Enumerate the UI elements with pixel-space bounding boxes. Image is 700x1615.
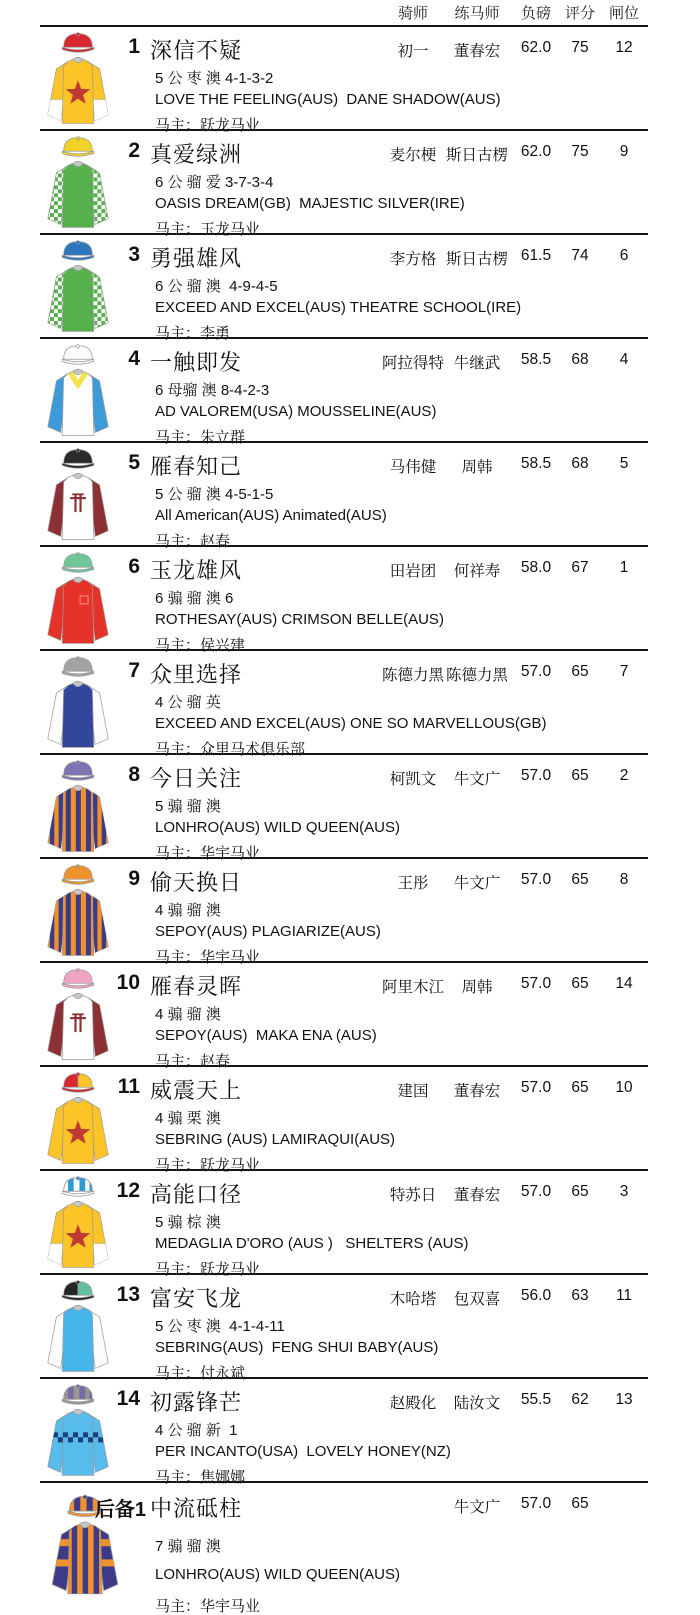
horse-number: 后备1 xyxy=(94,1499,146,1521)
horse-info: 6 母骝 澳 8-4-2-3 xyxy=(155,382,270,399)
horse-name: 初露锋芒 xyxy=(150,1390,243,1415)
horse-name: 勇强雄风 xyxy=(150,246,243,271)
horse-name: 中流砥柱 xyxy=(150,1496,243,1521)
pedigree-text: SEPOY(AUS) PLAGIARIZE(AUS) xyxy=(155,923,381,940)
weight-value: 57.0 xyxy=(520,1183,552,1200)
owner-text: 马主：众里马术俱乐部 xyxy=(155,741,306,758)
trainer-name: 牛文广 xyxy=(453,875,501,892)
horse-name: 真爱绿洲 xyxy=(150,142,243,167)
horse-info: 4 公 骝 新 1 xyxy=(155,1422,238,1439)
horse-name: 雁春灵晖 xyxy=(150,974,243,999)
jockey-name: 柯凯文 xyxy=(389,771,437,788)
gate-value: 13 xyxy=(615,1391,633,1408)
weight-value: 58.0 xyxy=(520,559,552,576)
horse-info: 5 骟 棕 澳 xyxy=(155,1214,221,1231)
horse-number: 9 xyxy=(128,867,140,890)
owner-text: 马主：华宇马业 xyxy=(155,845,261,862)
pedigree-text: LOVE THE FEELING(AUS) DANE SHADOW(AUS) xyxy=(155,91,501,108)
owner-text: 马主：赵春 xyxy=(155,533,231,550)
weight-value: 57.0 xyxy=(520,1495,552,1512)
rating-value: 65 xyxy=(571,975,589,992)
owner-text: 马主：朱立群 xyxy=(155,429,246,446)
trainer-name: 周韩 xyxy=(461,459,493,476)
horse-row xyxy=(40,753,648,862)
horse-number: 10 xyxy=(116,971,140,994)
owner-text: 马主：赵春 xyxy=(155,1053,231,1070)
horse-row xyxy=(40,1377,648,1486)
horse-name: 玉龙雄风 xyxy=(150,558,243,583)
jockey-name: 建国 xyxy=(397,1083,429,1100)
rating-value: 74 xyxy=(571,247,589,264)
horse-row xyxy=(40,1273,648,1382)
trainer-name: 陆汝文 xyxy=(453,1395,501,1412)
weight-value: 58.5 xyxy=(520,455,552,472)
weight-value: 62.0 xyxy=(520,39,552,56)
rating-value: 65 xyxy=(571,871,589,888)
pedigree-text: AD VALOREM(USA) MOUSSELINE(AUS) xyxy=(155,403,437,420)
horse-number: 3 xyxy=(128,243,140,266)
horse-info: 4 骟 骝 澳 xyxy=(155,1006,221,1023)
horse-number: 2 xyxy=(128,139,140,162)
horse-name: 威震天上 xyxy=(150,1078,243,1103)
owner-text: 马主：李勇 xyxy=(155,325,231,342)
horse-info: 5 骟 骝 澳 xyxy=(155,798,221,815)
column-header-jockey: 骑师 xyxy=(397,5,428,22)
pedigree-text: SEPOY(AUS) MAKA ENA (AUS) xyxy=(155,1027,377,1044)
gate-value: 12 xyxy=(615,39,633,56)
weight-value: 57.0 xyxy=(520,871,552,888)
owner-text: 马主：跃龙马业 xyxy=(155,1261,261,1278)
gate-value: 3 xyxy=(619,1183,629,1200)
rating-value: 63 xyxy=(571,1287,589,1304)
pedigree-text: EXCEED AND EXCEL(AUS) THEATRE SCHOOL(IRE) xyxy=(155,299,522,316)
trainer-name: 牛文广 xyxy=(453,1499,501,1516)
trainer-name: 董春宏 xyxy=(453,43,501,60)
horse-info: 4 公 骝 英 xyxy=(155,694,221,711)
pedigree-text: LONHRO(AUS) WILD QUEEN(AUS) xyxy=(155,819,401,836)
rating-value: 65 xyxy=(571,1495,589,1512)
horse-info: 6 公 骝 澳 4-9-4-5 xyxy=(155,278,278,295)
weight-value: 62.0 xyxy=(520,143,552,160)
weight-value: 57.0 xyxy=(520,767,552,784)
gate-value: 4 xyxy=(619,351,629,368)
horse-row xyxy=(40,1065,648,1174)
jockey-name: 初一 xyxy=(397,43,429,60)
pedigree-text: SEBRING(AUS) FENG SHUI BABY(AUS) xyxy=(155,1339,439,1356)
owner-text: 马主：跃龙马业 xyxy=(155,117,261,134)
horse-number: 11 xyxy=(117,1075,140,1098)
column-header-rating: 评分 xyxy=(564,5,595,22)
horse-rows xyxy=(40,25,648,1615)
rating-value: 62 xyxy=(571,1391,589,1408)
horse-row xyxy=(40,129,648,238)
jockey-name: 特苏日 xyxy=(389,1187,437,1204)
gate-value: 10 xyxy=(615,1079,633,1096)
rating-value: 65 xyxy=(571,1183,589,1200)
owner-text: 马主：华宇马业 xyxy=(155,949,261,966)
horse-name: 一触即发 xyxy=(150,350,243,375)
pedigree-text: LONHRO(AUS) WILD QUEEN(AUS) xyxy=(155,1566,401,1583)
owner-text: 马主：玉龙马业 xyxy=(155,221,261,238)
column-header-trainer: 练马师 xyxy=(454,5,500,22)
weight-value: 56.0 xyxy=(520,1287,552,1304)
horse-name: 今日关注 xyxy=(150,766,243,791)
horse-info: 4 骟 栗 澳 xyxy=(155,1110,221,1127)
jockey-name: 李方格 xyxy=(389,251,437,268)
pedigree-text: PER INCANTO(USA) LOVELY HONEY(NZ) xyxy=(155,1443,451,1460)
horse-row xyxy=(40,337,648,446)
trainer-name: 董春宏 xyxy=(453,1083,501,1100)
race-table xyxy=(40,0,648,1615)
owner-text: 马主：跃龙马业 xyxy=(155,1157,261,1174)
horse-name: 偷天换日 xyxy=(150,870,243,895)
trainer-name: 陈德力黑 xyxy=(445,667,508,684)
rating-value: 65 xyxy=(571,663,589,680)
pedigree-text: SEBRING (AUS) LAMIRAQUI(AUS) xyxy=(155,1131,396,1148)
trainer-name: 斯日古楞 xyxy=(445,147,508,164)
trainer-name: 牛文广 xyxy=(453,771,501,788)
horse-row xyxy=(40,961,648,1070)
owner-text: 马主：华宇马业 xyxy=(155,1598,261,1615)
horse-info: 5 公 枣 澳 4-1-4-11 xyxy=(155,1318,285,1335)
gate-value: 9 xyxy=(619,143,629,160)
rating-value: 75 xyxy=(571,39,589,56)
horse-number: 1 xyxy=(128,35,140,58)
horse-name: 深信不疑 xyxy=(150,38,243,63)
rating-value: 67 xyxy=(571,559,589,576)
trainer-name: 何祥寿 xyxy=(453,563,501,580)
horse-info: 6 公 骝 爱 3-7-3-4 xyxy=(155,174,274,191)
jockey-name: 阿里木江 xyxy=(381,979,444,996)
horse-name: 雁春知己 xyxy=(150,454,243,479)
weight-value: 57.0 xyxy=(520,663,552,680)
jockey-name: 赵殿化 xyxy=(389,1395,437,1412)
horse-info: 4 骟 骝 澳 xyxy=(155,902,221,919)
trainer-name: 包双喜 xyxy=(453,1291,501,1308)
rating-value: 65 xyxy=(571,1079,589,1096)
owner-text: 马主：侯兴建 xyxy=(155,637,246,654)
rating-value: 75 xyxy=(571,143,589,160)
column-header-gate: 闸位 xyxy=(608,5,639,22)
gate-value: 11 xyxy=(615,1287,633,1304)
jockey-name: 陈德力黑 xyxy=(381,667,444,684)
owner-text: 马主：焦娜娜 xyxy=(155,1469,246,1486)
horse-row xyxy=(40,1169,648,1278)
horse-info: 5 公 枣 澳 4-1-3-2 xyxy=(155,70,274,87)
gate-value: 8 xyxy=(619,871,629,888)
trainer-name: 周韩 xyxy=(461,979,493,996)
horse-row xyxy=(40,1481,648,1615)
gate-value: 1 xyxy=(619,559,629,576)
gate-value: 14 xyxy=(615,975,633,992)
table-header xyxy=(40,0,648,25)
jockey-name: 阿拉得特 xyxy=(381,355,444,372)
horse-number: 6 xyxy=(128,555,140,578)
horse-name: 众里选择 xyxy=(150,662,243,687)
horse-number: 4 xyxy=(128,347,140,370)
weight-value: 58.5 xyxy=(520,351,552,368)
gate-value: 5 xyxy=(619,455,629,472)
horse-row xyxy=(40,233,648,342)
horse-row xyxy=(40,649,648,758)
horse-number: 14 xyxy=(116,1387,140,1410)
jockey-name: 马伟健 xyxy=(389,459,437,476)
jockey-name: 王彤 xyxy=(397,875,429,892)
horse-number: 5 xyxy=(128,451,140,474)
owner-text: 马主：付永斌 xyxy=(155,1365,246,1382)
horse-number: 13 xyxy=(116,1283,140,1306)
gate-value: 7 xyxy=(619,663,629,680)
horse-name: 高能口径 xyxy=(150,1182,243,1207)
trainer-name: 斯日古楞 xyxy=(445,251,508,268)
jockey-name: 木哈塔 xyxy=(389,1291,437,1308)
horse-row xyxy=(40,545,648,654)
weight-value: 57.0 xyxy=(520,1079,552,1096)
horse-info: 7 骟 骝 澳 xyxy=(155,1538,221,1555)
horse-number: 12 xyxy=(116,1179,140,1202)
horse-row xyxy=(40,441,648,550)
rating-value: 68 xyxy=(571,351,589,368)
horse-row xyxy=(40,857,648,966)
pedigree-text: ROTHESAY(AUS) CRIMSON BELLE(AUS) xyxy=(155,611,444,628)
horse-number: 8 xyxy=(128,763,140,786)
rating-value: 68 xyxy=(571,455,589,472)
weight-value: 55.5 xyxy=(520,1391,552,1408)
horse-number: 7 xyxy=(128,659,140,682)
horse-info: 5 公 骝 澳 4-5-1-5 xyxy=(155,486,274,503)
pedigree-text: MEDAGLIA D'ORO (AUS ) SHELTERS (AUS) xyxy=(155,1235,469,1252)
weight-value: 57.0 xyxy=(520,975,552,992)
column-header-weight: 负磅 xyxy=(520,5,551,22)
gate-value: 2 xyxy=(619,767,629,784)
jockey-name: 麦尔梗 xyxy=(389,147,437,164)
gate-value: 6 xyxy=(619,247,629,264)
trainer-name: 董春宏 xyxy=(453,1187,501,1204)
jockey-name: 田岩团 xyxy=(389,563,437,580)
horse-row xyxy=(40,25,648,134)
trainer-name: 牛继武 xyxy=(453,355,501,372)
horse-name: 富安飞龙 xyxy=(150,1286,243,1311)
pedigree-text: All American(AUS) Animated(AUS) xyxy=(155,507,387,524)
rating-value: 65 xyxy=(571,767,589,784)
horse-info: 6 骟 骝 澳 6 xyxy=(155,590,234,607)
pedigree-text: EXCEED AND EXCEL(AUS) ONE SO MARVELLOUS(GB) xyxy=(155,715,547,732)
pedigree-text: OASIS DREAM(GB) MAJESTIC SILVER(IRE) xyxy=(155,195,465,212)
weight-value: 61.5 xyxy=(520,247,552,264)
